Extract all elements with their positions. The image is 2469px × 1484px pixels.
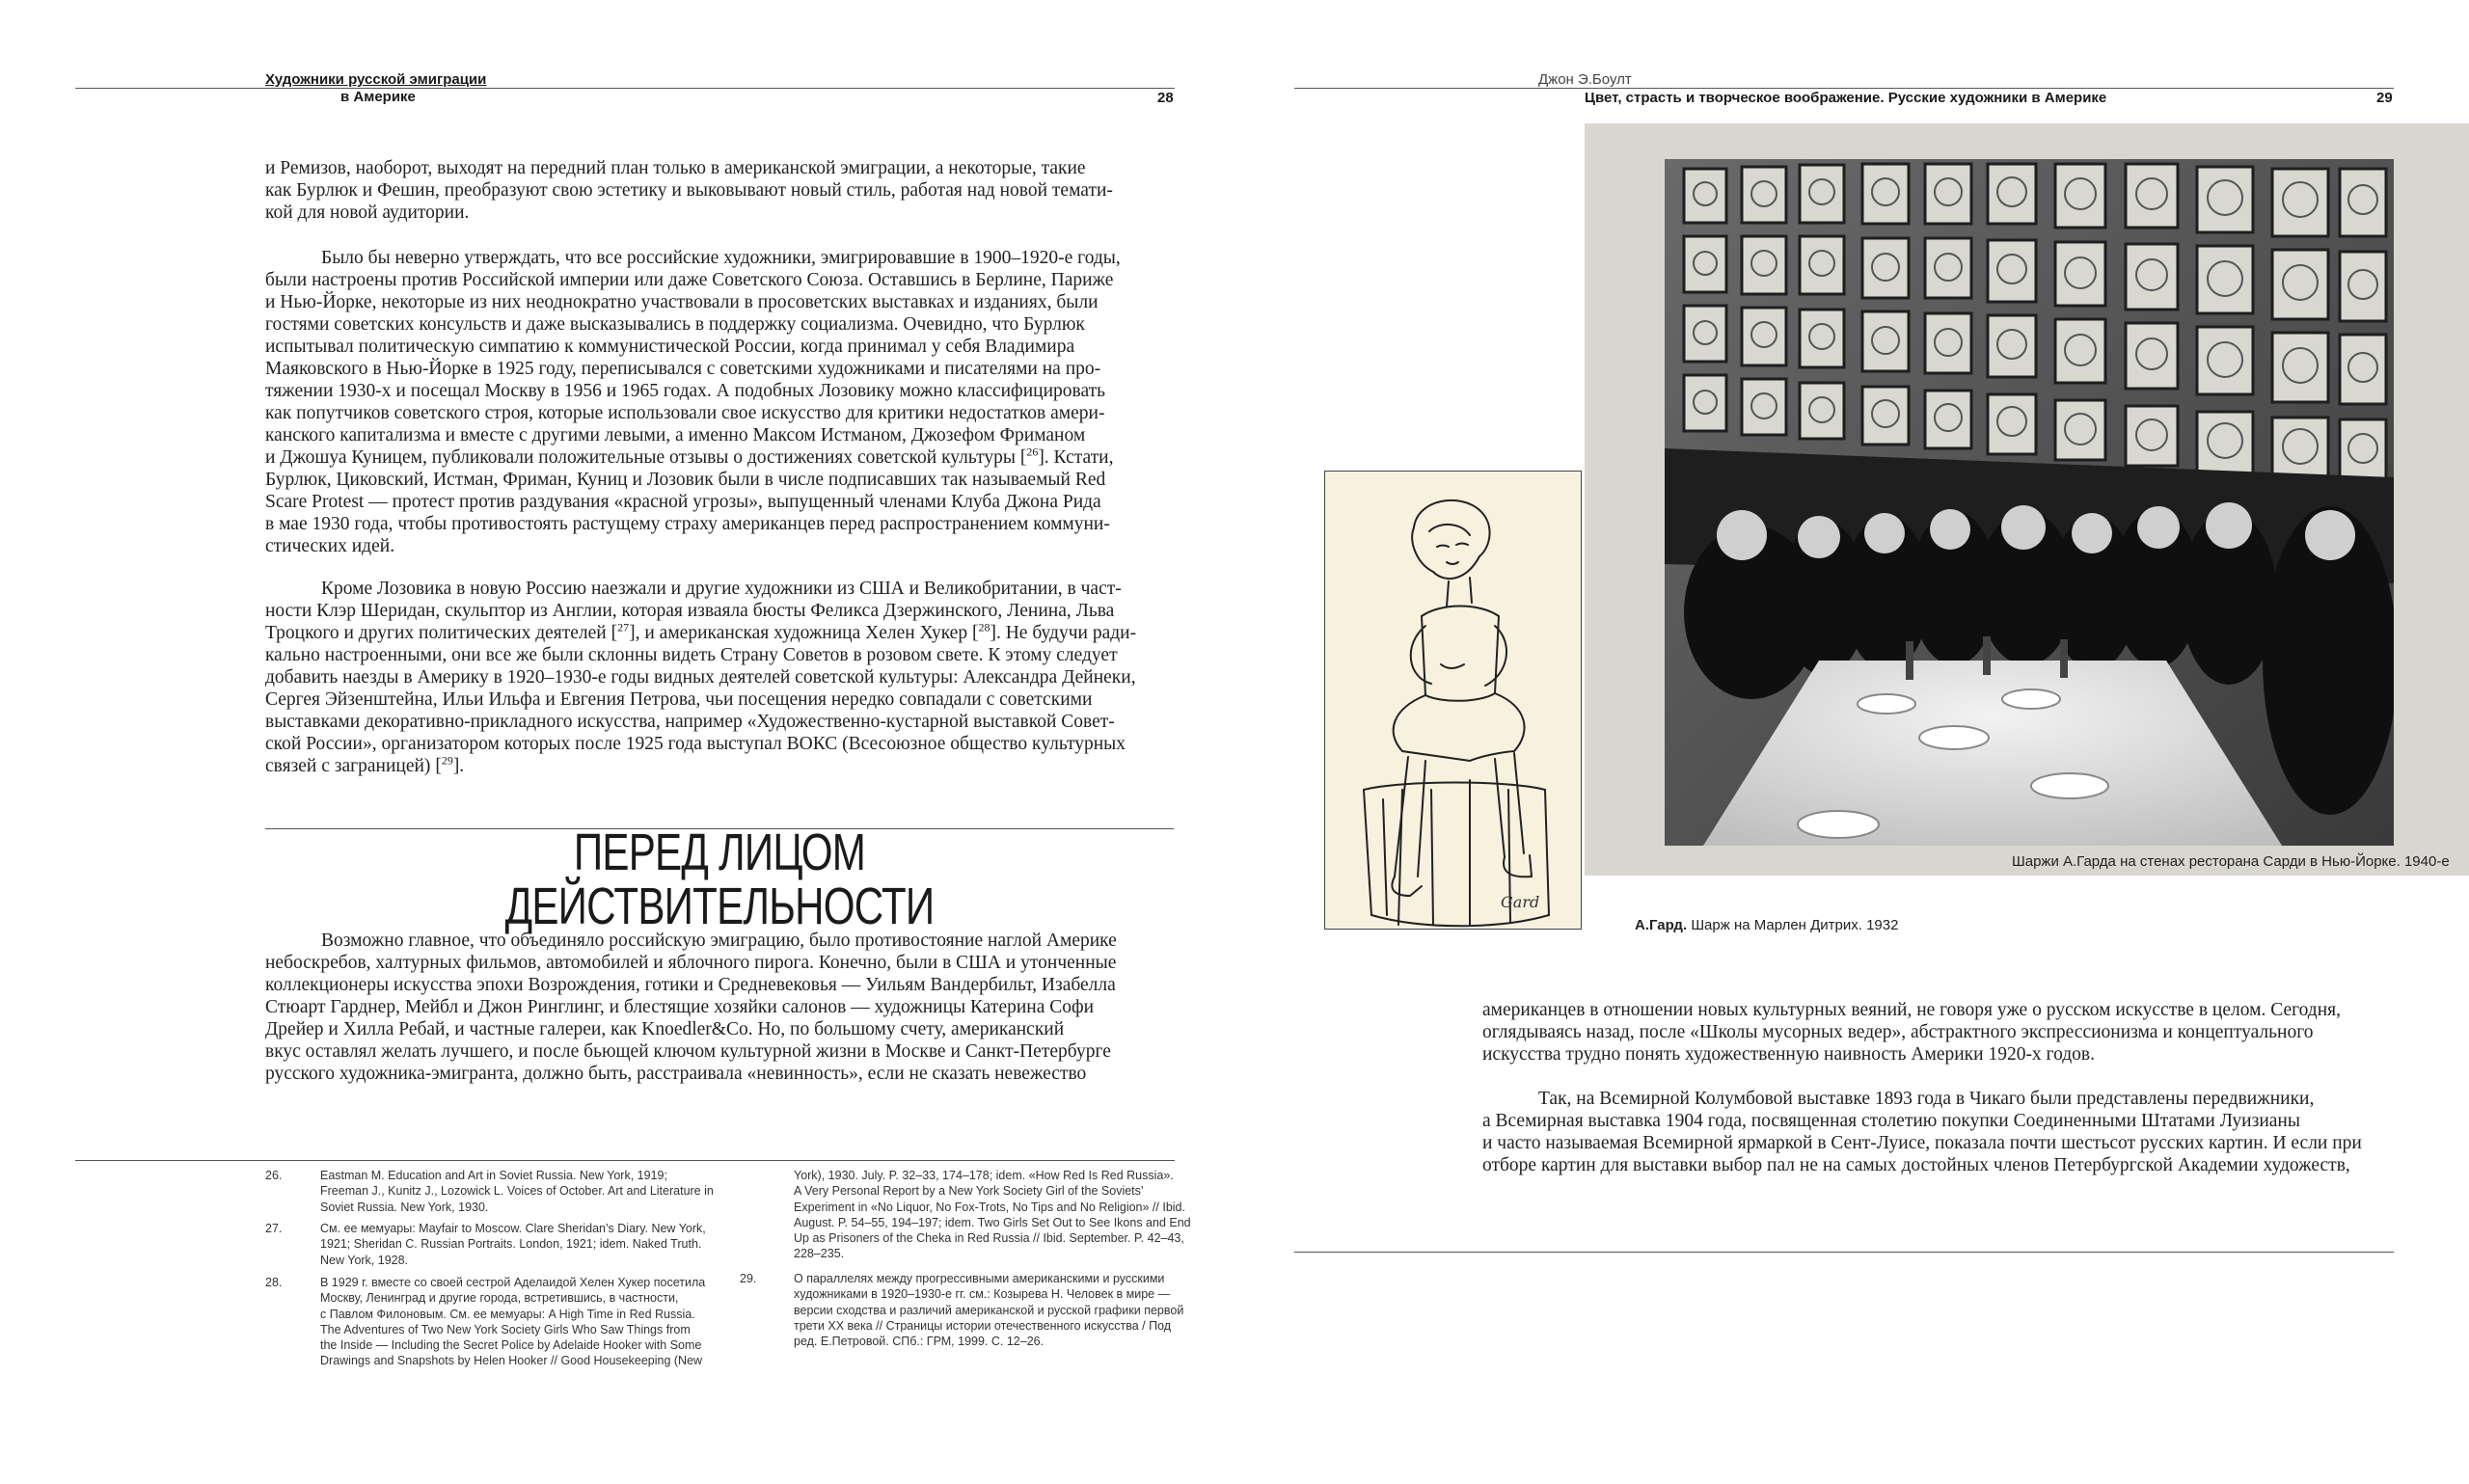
running-title: Цвет, страсть и творческое воображение. Русские художники в Америке (1585, 90, 2107, 106)
footnote-line: с Павлом Филоновым. См. ее мемуары: A High Time in Red Russia. (320, 1307, 695, 1321)
footnote-29 (794, 1271, 1183, 1349)
text-line: как попутчиков советского строя, которые использовали свое искусство для критики недостатков амери- (265, 403, 1105, 423)
text-line: а Всемирная выставка 1904 года, посвященная столетию покупки Соединенными Штатами Луизианы (1482, 1111, 2300, 1131)
footnote-line: трети XX века // Страницы истории отечественного искусства / Под (794, 1318, 1172, 1333)
text-line: и Нью-Йорке, некоторые из них неоднократно участвовали в просоветских выставках и изданиях, были (265, 292, 1099, 312)
text-line: Так, на Всемирной Колумбовой выставке 1893 года в Чикаго были представлены передвижники, (1538, 1089, 2315, 1109)
footnote-ref-29[interactable]: 29 (441, 753, 453, 768)
footnote-28-continued (794, 1168, 1191, 1262)
footnote-ref-27[interactable]: 27 (617, 620, 630, 634)
sketch-caption-text: Шарж на Марлен Дитрих. 1932 (1691, 917, 1899, 933)
text-line: выставками декоративно-прикладного искусства, например «Художественно-кустарной выставкой Совет- (265, 712, 1115, 732)
footnote-line: ред. Е.Петровой. СПб.: ГРМ, 1999. С. 12–26. (794, 1335, 1045, 1349)
text-line: американцев в отношении новых культурных веяний, не говоря уже о русском искусстве в целом. Сегодня, (1482, 1000, 2342, 1020)
photo-caption: Шаржи А.Гарда на стенах ресторана Сарди в Нью-Йорке. 1940-е (2012, 853, 2450, 870)
text-line: вкус оставлял желать лучшего, и после бьющей ключом культурной жизни в Москве и Санкт-Петербурге (265, 1041, 1111, 1062)
footnote-line: Soviet Russia. New York, 1930. (320, 1200, 489, 1214)
text-line: испытывал политическую симпатию к коммунистической России, когда принимал у себя Владимира (265, 337, 1075, 357)
text-line: тяжении 1930-х и посещал Москву в 1956 и 1965 годах. А подобных Лозовику можно классифицировать (265, 381, 1106, 401)
running-head (265, 71, 486, 106)
text-line: ской России», организатором которых после 1925 года выступал ВОКС (Всесоюзное общество культурных (265, 734, 1126, 754)
text-line: были настроены против Российской империи или даже Советского Союза. Оставшись в Берлине, Париже (265, 270, 1114, 290)
footnote-line: версии сходства и различий американской и русской графики первой (794, 1303, 1184, 1317)
artist-signature: Gard (1501, 893, 1540, 911)
text-line: Троцкого и других политических деятелей [$^{27}$], и американская художница Хелен Хукер [$^{28}$]. Не будучи ради- (265, 620, 1137, 643)
text-line: кально настроенными, они все же были склонны видеть Страну Советов в розовом свете. К этому следует (265, 645, 1118, 665)
footnote-ref-26[interactable]: 26 (1026, 445, 1039, 459)
text-line: канского капитализма и вместе с другими левыми, а именно Максом Истманом, Джозефом Фриманом (265, 425, 1086, 445)
footnote-line: В 1929 г. вместе со своей сестрой Аделаидой Хелен Хукер посетила (320, 1276, 706, 1289)
text-segment: ]. Кстати, (1038, 447, 1114, 468)
text-line: Кроме Лозовика в новую Россию наезжали и другие художники из США и Великобритании, в част- (321, 579, 1122, 599)
footnote-26 (320, 1168, 714, 1215)
footnote-line: York), 1930. July. P. 32–33, 174–178; idem. «How Red Is Red Russia». (794, 1169, 1174, 1182)
footnote-line: Москву, Ленинград и другие города, встретившись, в частности, (320, 1291, 679, 1306)
page-number-left: 28 (1157, 90, 1174, 106)
text-line: Дрейер и Хилла Ребай, и частные галереи, как Knoedler&Co. Но, по большому счету, американский (265, 1019, 1065, 1039)
footnote-rule-right (1294, 1252, 2394, 1253)
footnote-line: The Adventures of Two New York Society Girls Who Saw Things from (320, 1322, 691, 1336)
text-line: коллекционеры искусства эпохи Возрождения, готики и Средневековья — Уильям Вандербильт, Изабелла (265, 975, 1116, 995)
footnote-line: Up as Prisoners of the Cheka in Red Russia // Ibid. September. P. 42–43, (794, 1231, 1184, 1246)
text-line: добавить наезды в Америку в 1920–1930-е годы видных деятелей советской культуры: Александра Дейнеки, (265, 667, 1136, 688)
text-line: Возможно главное, что объединяло российскую эмиграцию, было противостояние наглой Америке (321, 931, 1117, 951)
left-paragraph-1 (265, 157, 1172, 224)
footnote-ref-28[interactable]: 28 (978, 620, 990, 634)
footnote-line: 1921; Sheridan C. Russian Portraits. London, 1921; idem. Naked Truth. (320, 1237, 702, 1252)
left-paragraph-4 (265, 930, 1172, 1085)
page-number-right: 29 (2376, 90, 2393, 106)
text-line: русского художника-эмигранта, должно быть, расстраивала «невинность», если не сказать невежество (265, 1064, 1087, 1084)
text-line: гостями советских консульств и даже высказывались в поддержку социализма. Очевидно, что Бурлюк (265, 314, 1085, 335)
running-head-line1: Художники русской эмиграции (265, 71, 487, 88)
footnote-line: О параллелях между прогрессивными американскими и русскими (794, 1272, 1165, 1285)
footnote-line: New York, 1928. (320, 1253, 409, 1267)
sketch-caption (1635, 917, 1898, 933)
text-line: небоскребов, халтурных фильмов, автомобилей и яблочного пирога. Конечно, были в США и утонченные (265, 953, 1117, 973)
footnote-line: A Very Personal Report by a New York Society Girl of the Soviets’ (794, 1184, 1144, 1199)
text-line: и часто называемая Всемирной ярмаркой в Сент-Луисе, показала почти шестьсот русских картин. И если при (1482, 1133, 2362, 1153)
sketch-caption-author: А.Гард. (1635, 917, 1688, 933)
footnote-line: Experiment in «No Liquor, No Fox-Trots, No Tips and No Religion» // Ibid. (794, 1200, 1185, 1214)
text-line: Scare Protest — протест против раздувания «красной угрозы», выпущенный членами Клуба Джона Рида (265, 492, 1101, 512)
left-paragraph-3 (265, 578, 1172, 777)
text-line: как Бурлюк и Фешин, преобразуют свою эстетику и выковывают новый стиль, работая над новой темати- (265, 180, 1113, 201)
text-line: искусства трудно понять художественную наивность Америки 1920-х годов. (1482, 1044, 2096, 1065)
text-line: стических идей. (265, 536, 395, 556)
dietrich-sketch (1324, 471, 1582, 930)
text-line: оглядываясь назад, после «Школы мусорных ведер», абстрактного экспрессионизма и концептуального (1482, 1022, 2314, 1042)
text-line: в мае 1930 года, чтобы противостоять растущему страху американцев перед распространением коммуни- (265, 514, 1110, 534)
text-line: Маяковского в Нью-Йорке в 1925 году, переписывался с советскими художниками и писателями на про- (265, 359, 1101, 379)
text-line: и Джошуа Куницем, публиковали положительные отзывы о достижениях советской культуры [$^{26}$]. Кстати, (265, 445, 1114, 468)
footnote-number: 29. (740, 1272, 757, 1285)
text-line: Стюарт Гарднер, Мейбл и Джон Ринглинг, и блестящие хозяйки салонов — художницы Катерина Софи (265, 997, 1095, 1017)
right-paragraph-1 (1482, 999, 2394, 1066)
footnote-27 (320, 1221, 706, 1268)
footnote-line: художниками в 1920–1930-е гг. см.: Козырева Н. Человек в мире — (794, 1287, 1171, 1302)
footnote-number: 28. (265, 1276, 283, 1289)
footnote-line: August. P. 54–55, 194–197; idem. Two Girls Set Out to See Ikons and End (794, 1215, 1191, 1229)
text-segment: ]. (452, 756, 465, 776)
text-line: Было бы неверно утверждать, что все российские художники, эмигрировавшие в 1900–1920-е годы, (321, 248, 1121, 268)
text-segment: Троцкого и других политических деятелей (265, 623, 607, 643)
text-line: Сергея Эйзенштейна, Ильи Ильфа и Евгения Петрова, чьи посещения нередко совпадали с советскими (265, 689, 1093, 710)
running-head-line2: в Америке (340, 89, 416, 105)
text-line: ности Клэр Шеридан, скульптор из Англии, которая изваяла бюсты Феликса Дзержинского, Ленина, Льва (265, 601, 1115, 621)
header-rule-left (75, 88, 1175, 89)
text-segment: ]. Не будучи ради- (990, 623, 1137, 643)
text-line: связей с заграницей) [$^{29}$]. (265, 753, 465, 776)
text-segment: связей с заграницей) (265, 756, 431, 776)
header-rule-right (1294, 88, 2394, 89)
author-name: Джон Э.Боулт (1538, 71, 1632, 88)
footnote-line: Drawings and Snapshots by Helen Hooker // Good Housekeeping (New (320, 1354, 703, 1368)
text-line: и Ремизов, наоборот, выходят на передний план только в американской эмиграции, а некоторые, такие (265, 158, 1086, 178)
right-paragraph-2 (1482, 1088, 2394, 1176)
footnote-line: См. ее мемуары: Mayfair to Moscow. Clare Sheridan’s Diary. New York, (320, 1222, 706, 1235)
sardi-restaurant-photo (1665, 159, 2394, 846)
text-line: Бурлюк, Циковский, Истман, Фриман, Куниц и Лозовик были в числе подписавших так называемый Red (265, 470, 1106, 490)
left-paragraph-2 (265, 247, 1172, 557)
footnote-28 (320, 1275, 705, 1369)
sketch-drawing (1325, 472, 1580, 928)
footnote-rule (75, 1160, 1175, 1161)
footnote-line: Freeman J., Kunitz J., Lozowick L. Voices of October. Art and Literature in (320, 1184, 714, 1199)
footnote-number: 27. (265, 1222, 283, 1235)
footnote-line: 228–235. (794, 1247, 845, 1261)
footnote-number: 26. (265, 1169, 283, 1182)
text-segment: ], и американская художница Хелен Хукер (629, 623, 968, 643)
text-segment: и Джошуа Куницем, публиковали положительные отзывы о достижениях советской культуры (265, 447, 1016, 468)
text-line: отборе картин для выставки выбор пал не на самых достойных членов Петербургской Академии художеств, (1482, 1155, 2350, 1175)
text-line: кой для новой аудитории. (265, 202, 470, 223)
photo-illustration (1665, 159, 2394, 846)
footnote-line: Eastman M. Education and Art in Soviet Russia. New York, 1919; (320, 1169, 667, 1182)
section-title: ПЕРЕД ЛИЦОМ ДЕЙСТВИТЕЛЬНОСТИ (504, 823, 935, 935)
footnote-line: the Inside — Including the Secret Police by Adelaide Hooker with Some (320, 1338, 702, 1353)
